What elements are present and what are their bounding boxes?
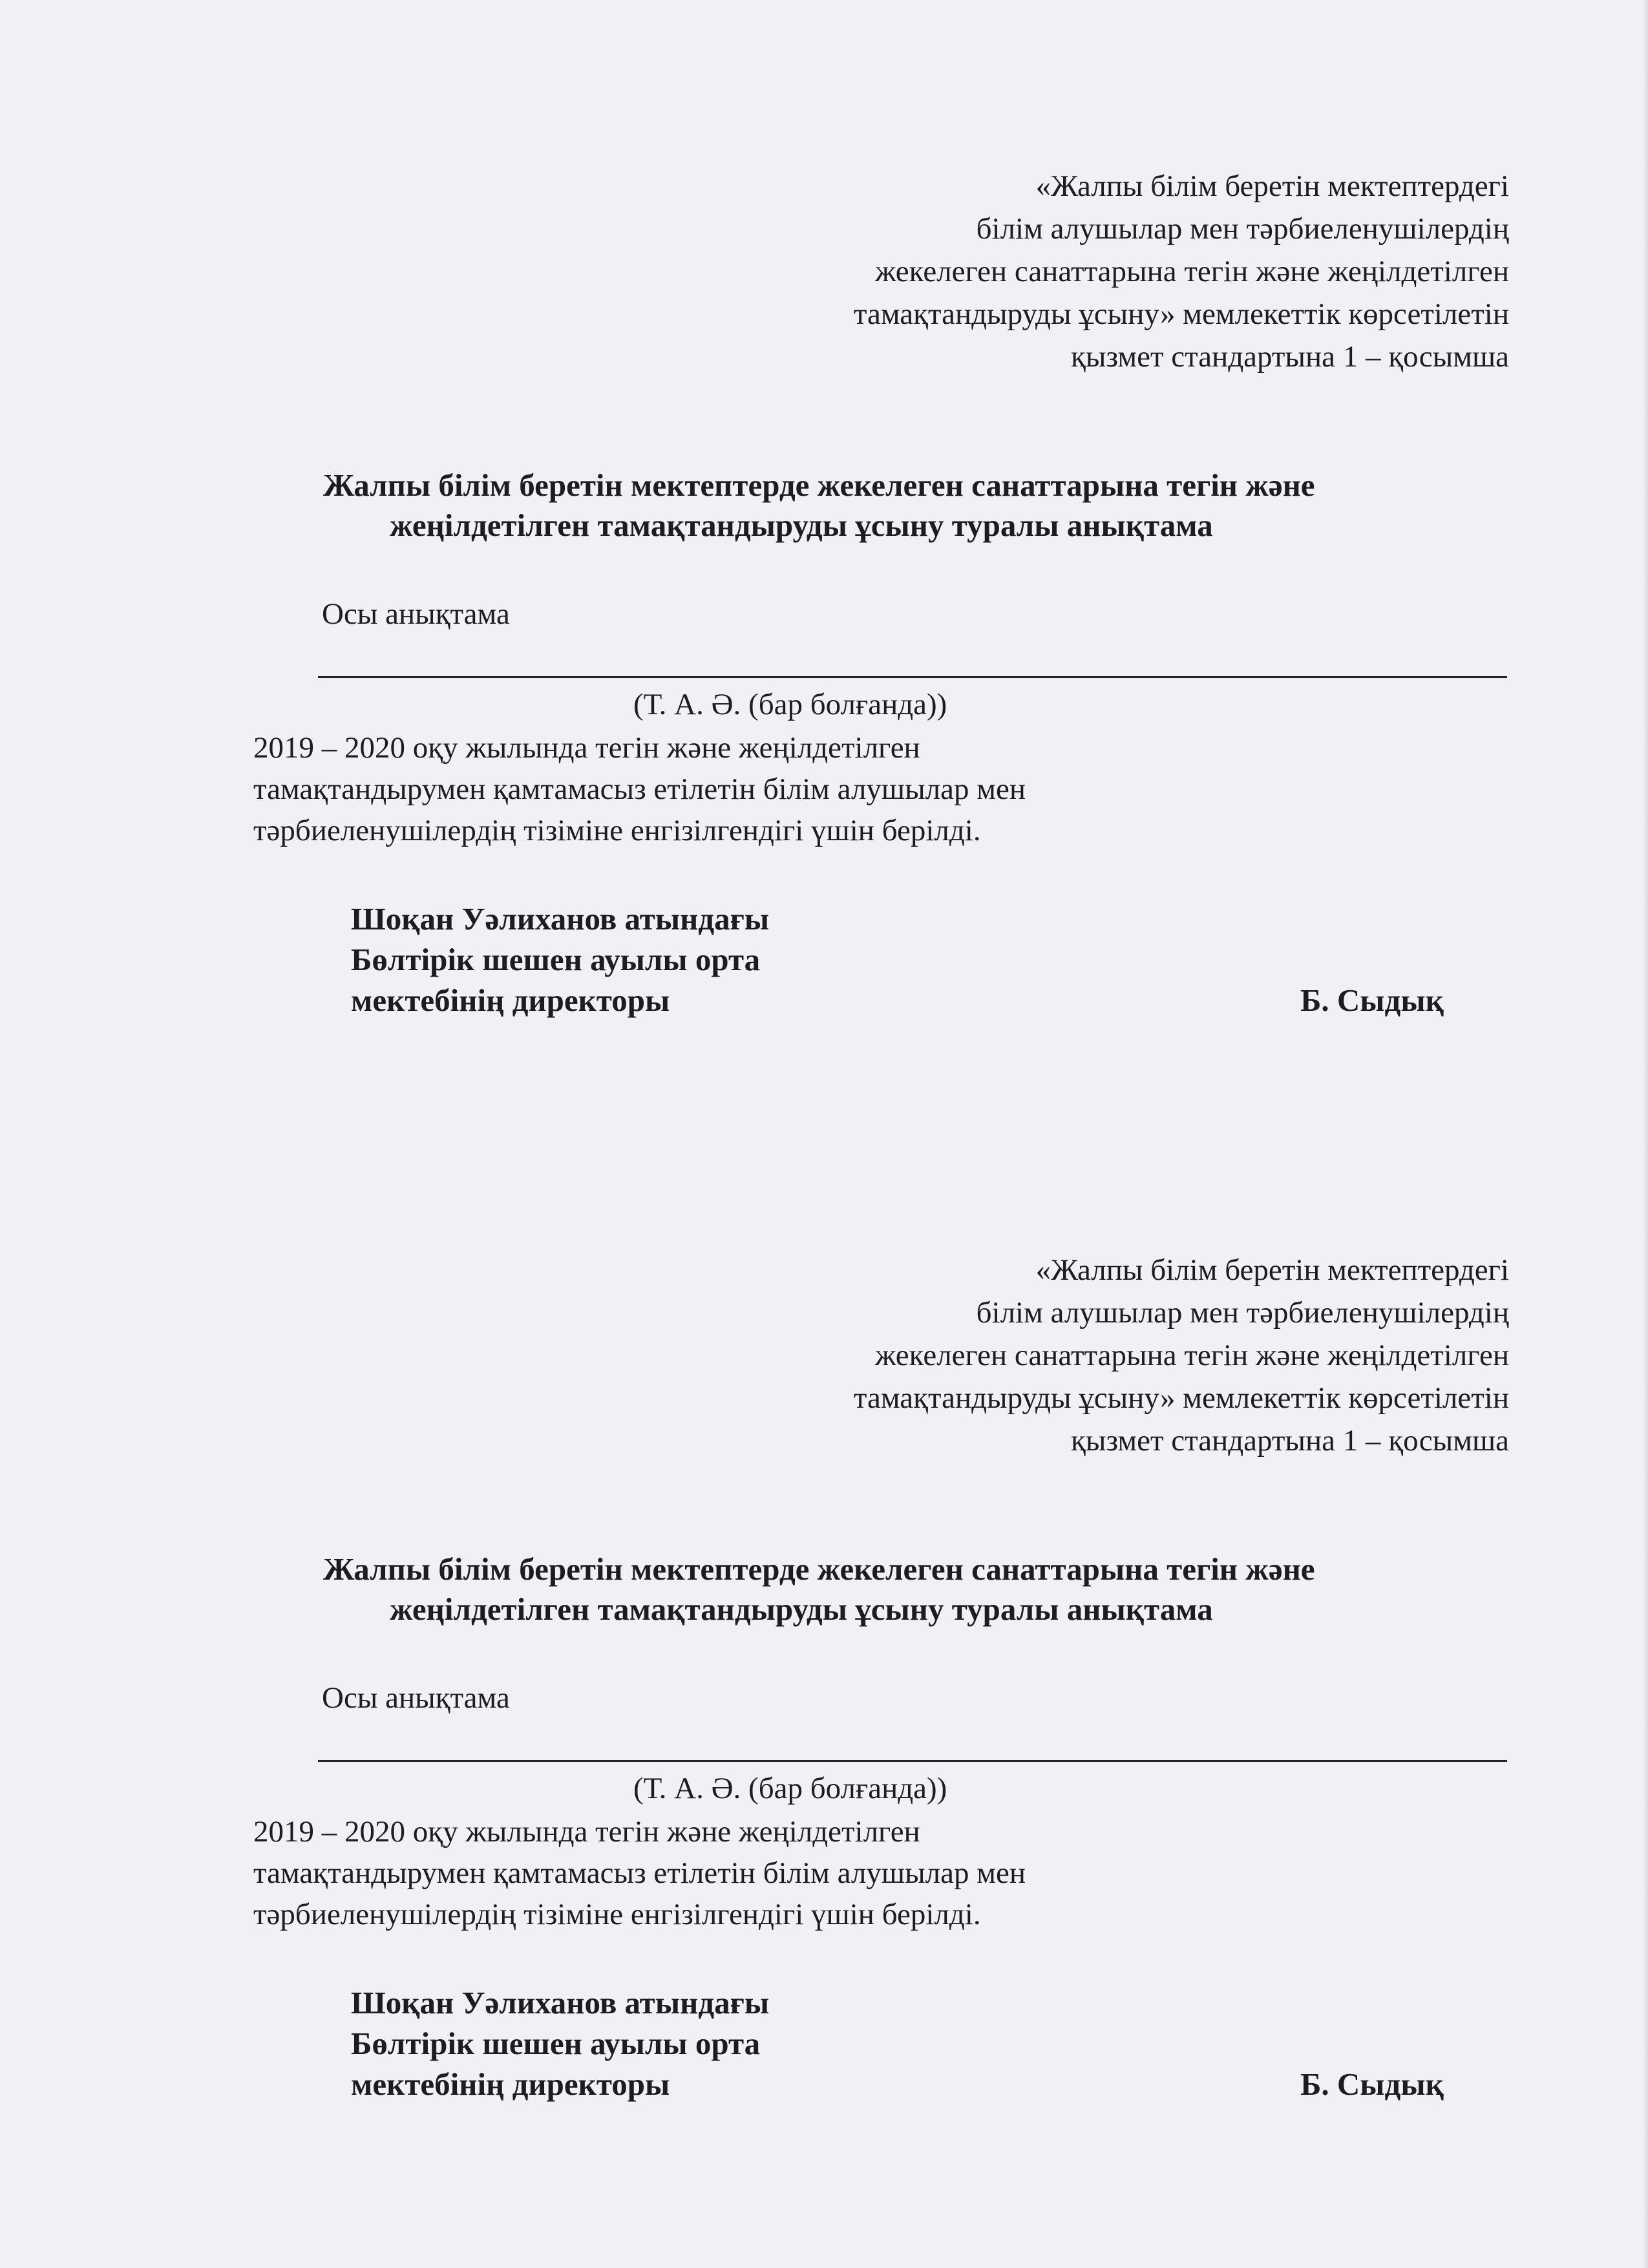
signer-line: мектебінің директоры [351,982,670,1018]
intro-text: Осы анықтама [322,1681,510,1715]
body-line: тамақтандырумен қамтамасыз етілетін білім алушылар мен [253,1856,1026,1890]
body-line: тамақтандырумен қамтамасыз етілетін білім алушылар мен [253,772,1026,806]
intro-text: Осы анықтама [322,597,510,631]
body-line: 2019 – 2020 оқу жылында тегін және жеңілдетілген [253,1815,920,1849]
certificate-title [323,465,1512,546]
certificate-block-2 [0,1084,1648,2157]
signer-name: Б. Сыдық [1300,2066,1444,2102]
body-line: 2019 – 2020 оқу жылында тегін және жеңілдетілген [253,731,920,765]
signer-line: Бөлтірік шешен ауылы орта [351,2026,761,2061]
body-text [253,727,1026,851]
name-fill-line [318,1760,1507,1762]
annex-line: тамақтандыруды ұсыну» мемлекеттік көрсетілетін [853,297,1509,331]
title-line: Жалпы білім беретін мектептерде жекелеген санаттарына тегін және [323,1551,1315,1587]
certificate-title [323,1549,1512,1629]
title-line: жеңілдетілген тамақтандыруды ұсыну туралы анықтама [390,1591,1213,1627]
title-line: Жалпы білім беретін мектептерде жекелеген санаттарына тегін және [323,467,1315,503]
annex-line: «Жалпы білім беретін мектептердегі [1035,169,1509,203]
body-text [253,1811,1026,1935]
signer-line: мектебінің директоры [351,2066,670,2102]
annex-line: жекелеген санаттарына тегін және жеңілдетілген [874,1339,1509,1372]
annex-line: білім алушылар мен тәрбиеленушілердің [976,1296,1509,1330]
body-line: тәрбиеленушілердің тізіміне енгізілгендігі үшін берілді. [253,814,981,847]
annex-line: тамақтандыруды ұсыну» мемлекеттік көрсетілетін [853,1381,1509,1415]
title-line: жеңілдетілген тамақтандыруды ұсыну туралы анықтама [390,507,1213,543]
name-field-caption: (Т. А. Ә. (бар болғанда)) [633,1772,947,1805]
signer-line: Шоқан Уәлиханов атындағы [351,1985,770,2020]
signer-position [351,1982,769,2104]
annex-line: қызмет стандартына 1 – қосымша [1071,340,1509,374]
signer-name: Б. Сыдық [1300,982,1444,1018]
name-fill-line [318,676,1507,678]
signer-line: Шоқан Уәлиханов атындағы [351,901,770,937]
annex-line: жекелеген санаттарына тегін және жеңілдетілген [874,255,1509,288]
annex-note [854,165,1509,378]
annex-line: «Жалпы білім беретін мектептердегі [1035,1253,1509,1287]
annex-line: білім алушылар мен тәрбиеленушілердің [976,212,1509,246]
body-line: тәрбиеленушілердің тізіміне енгізілгендігі үшін берілді. [253,1898,981,1931]
annex-line: қызмет стандартына 1 – қосымша [1071,1424,1509,1457]
signer-position [351,898,769,1021]
annex-note [854,1249,1509,1462]
signer-line: Бөлтірік шешен ауылы орта [351,942,761,977]
name-field-caption: (Т. А. Ә. (бар болғанда)) [633,688,947,721]
certificate-block-1 [0,0,1648,1073]
